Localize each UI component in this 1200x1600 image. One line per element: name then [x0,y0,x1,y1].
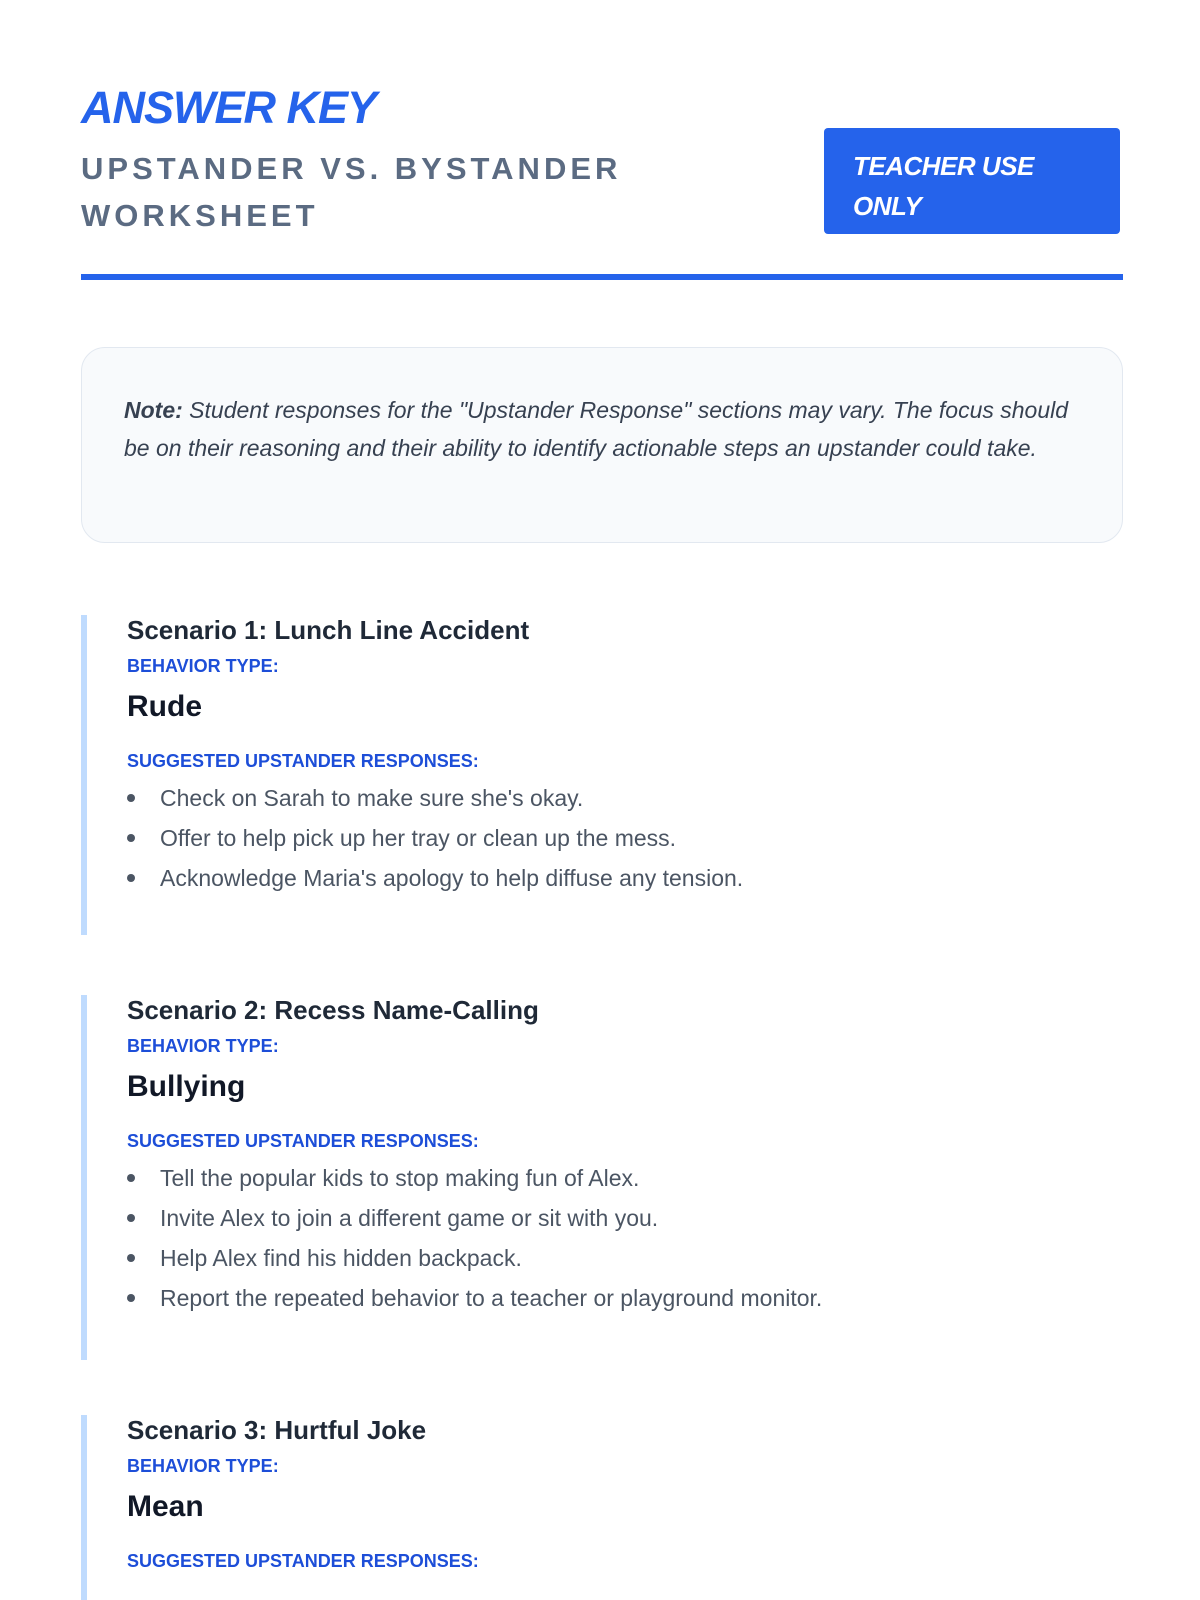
suggested-responses-label: SUGGESTED UPSTANDER RESPONSES: [127,1131,479,1151]
bullet-icon [127,1254,135,1262]
worksheet-header [81,82,1123,233]
behavior-type-value: Bullying [127,1070,246,1103]
bullet-icon [127,874,135,882]
bullet-icon [127,794,135,802]
scenario-title: Scenario 1: Lunch Line Accident [127,615,530,645]
worksheet-subtitle: UPSTANDER VS. BYSTANDER WORKSHEET [81,151,622,233]
scenario-title: Scenario 2: Recess Name-Calling [127,995,539,1025]
response-text: Tell the popular kids to stop making fun of Alex. [160,1165,640,1191]
response-item [127,1240,1123,1280]
teacher-use-badge: TEACHER USE ONLY [824,128,1120,234]
note-text: Student responses for the "Upstander Response" sections may vary. The focus should be on their reasoning and their ability to identify actionable steps an upstander could take. [124,397,1069,461]
scenario-card [81,1415,1123,1600]
note-label: Note: [124,397,183,423]
teacher-note [81,347,1123,543]
behavior-type-label: BEHAVIOR TYPE: [127,1456,279,1476]
response-item [127,860,1123,900]
suggested-responses-label: SUGGESTED UPSTANDER RESPONSES: [127,751,479,771]
response-item [127,1200,1123,1240]
response-item [127,780,1123,820]
scenario-card [81,615,1123,935]
response-text: Report the repeated behavior to a teacher or playground monitor. [160,1285,823,1311]
response-item [127,1280,1123,1320]
bullet-icon [127,1294,135,1302]
header-divider [81,274,1123,280]
response-item [127,820,1123,860]
behavior-type-value: Mean [127,1490,204,1523]
behavior-type-label: BEHAVIOR TYPE: [127,1036,279,1056]
response-text: Help Alex find his hidden backpack. [160,1245,522,1271]
response-list [127,780,1123,900]
response-text: Check on Sarah to make sure she's okay. [160,785,584,811]
response-item [127,1160,1123,1200]
behavior-type-value: Rude [127,690,202,723]
response-text: Offer to help pick up her tray or clean up the mess. [160,825,677,851]
suggested-responses-label: SUGGESTED UPSTANDER RESPONSES: [127,1551,479,1571]
scenario-title: Scenario 3: Hurtful Joke [127,1415,427,1445]
bullet-icon [127,1214,135,1222]
behavior-type-label: BEHAVIOR TYPE: [127,656,279,676]
bullet-icon [127,834,135,842]
page-title: ANSWER KEY [81,82,377,133]
response-text: Invite Alex to join a different game or sit with you. [160,1205,659,1231]
response-list [127,1160,1123,1320]
response-text: Acknowledge Maria's apology to help diffuse any tension. [160,865,744,891]
scenario-card [81,995,1123,1360]
bullet-icon [127,1174,135,1182]
